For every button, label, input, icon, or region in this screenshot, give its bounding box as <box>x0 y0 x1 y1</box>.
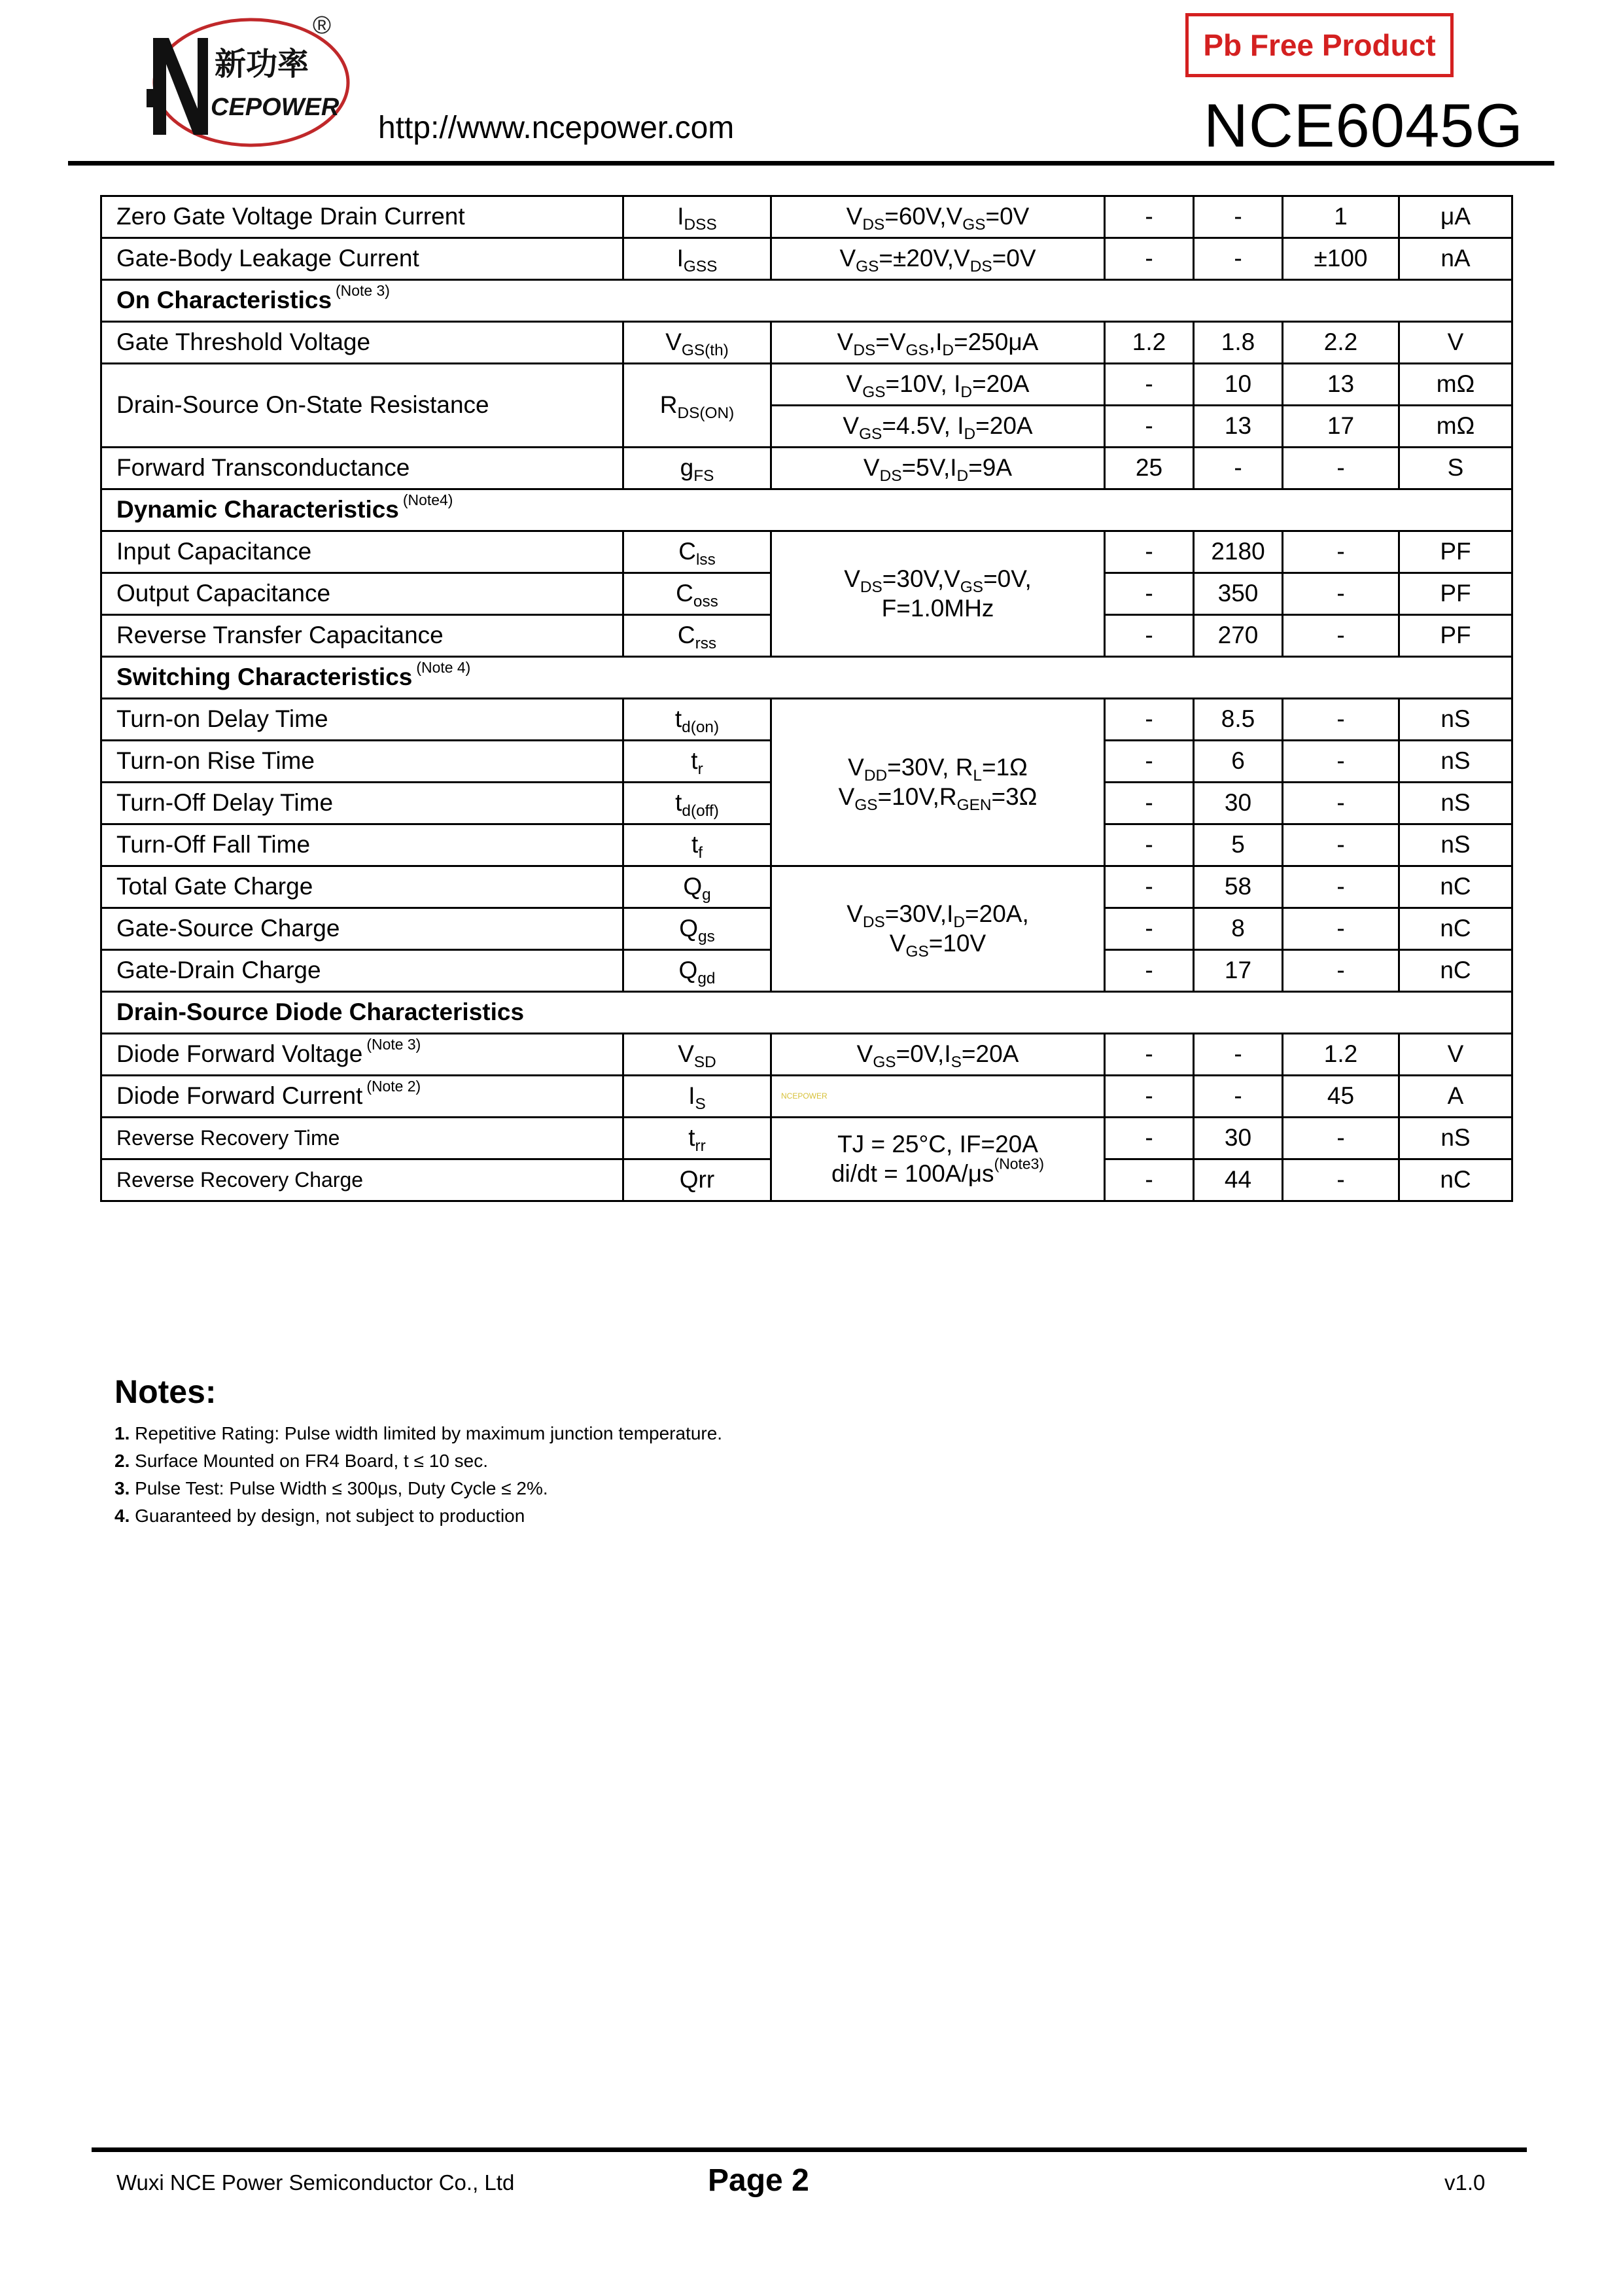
parameter-cell: Gate-Body Leakage Current <box>101 238 623 280</box>
symbol-cell: $C_{lss}$ <box>623 531 771 573</box>
max-cell: - <box>1283 531 1399 573</box>
min-cell: - <box>1105 364 1194 406</box>
parameter-cell: Turn-on Rise Time <box>101 741 623 783</box>
max-cell: - <box>1283 1159 1399 1201</box>
max-cell: 1 <box>1283 196 1399 238</box>
unit-cell: A <box>1399 1076 1512 1118</box>
max-cell: - <box>1283 1118 1399 1159</box>
table-row <box>101 699 1512 741</box>
parameter-cell: Diode Forward Current $^{(Note 2)}$ <box>101 1076 623 1118</box>
table-row <box>101 364 1512 406</box>
parameter-cell: Turn-Off Fall Time <box>101 824 623 866</box>
unit-cell: nC <box>1399 866 1512 908</box>
table-row <box>101 238 1512 280</box>
typ-cell: 44 <box>1194 1159 1283 1201</box>
typ-cell: 17 <box>1194 950 1283 992</box>
table-row <box>101 531 1512 573</box>
typ-cell: 6 <box>1194 741 1283 783</box>
unit-cell: nS <box>1399 824 1512 866</box>
registered-mark: ® <box>313 12 331 39</box>
max-cell: - <box>1283 950 1399 992</box>
parameter-cell: Input Capacitance <box>101 531 623 573</box>
condition-cell: $V_{DS}=30V,I_D=20A$, $V_{GS}=10V$ <box>771 866 1105 992</box>
symbol-cell: $t_r$ <box>623 741 771 783</box>
section-header-row <box>101 657 1512 699</box>
unit-cell: S <box>1399 448 1512 489</box>
section-label: On Characteristics $^{(Note 3)}$ <box>101 280 1512 322</box>
min-cell: - <box>1105 1159 1194 1201</box>
unit-cell: nC <box>1399 950 1512 992</box>
notes-title: Notes: <box>114 1373 217 1410</box>
symbol-cell: $t_{rr}$ <box>623 1118 771 1159</box>
section-label: Switching Characteristics $^{(Note 4)}$ <box>101 657 1512 699</box>
parameter-cell: Reverse Recovery Time <box>101 1118 623 1159</box>
typ-cell: 58 <box>1194 866 1283 908</box>
parameter-cell: Drain-Source On-State Resistance <box>101 364 623 448</box>
condition-cell: $V_{DS}=V_{GS},I_D=250\mu A$ <box>771 322 1105 364</box>
logo-wordmark: CEPOWER <box>211 94 340 121</box>
electrical-characteristics-table <box>100 195 1513 1202</box>
max-cell: 13 <box>1283 364 1399 406</box>
parameter-cell: Output Capacitance <box>101 573 623 615</box>
typ-cell: - <box>1194 238 1283 280</box>
table-row <box>101 1076 1512 1118</box>
max-cell: 1.2 <box>1283 1034 1399 1076</box>
note-item: 1. Repetitive Rating: Pulse width limited by maximum junction temperature. <box>114 1423 723 1443</box>
max-cell: - <box>1283 908 1399 950</box>
unit-cell: PF <box>1399 615 1512 657</box>
condition-cell: $V_{GS}=10V$, $I_D=20A$ <box>771 364 1105 406</box>
unit-cell: PF <box>1399 531 1512 573</box>
unit-cell: nC <box>1399 908 1512 950</box>
unit-cell: V <box>1399 322 1512 364</box>
max-cell: - <box>1283 866 1399 908</box>
max-cell: - <box>1283 824 1399 866</box>
table-row <box>101 196 1512 238</box>
min-cell: 25 <box>1105 448 1194 489</box>
typ-cell: 10 <box>1194 364 1283 406</box>
typ-cell: 270 <box>1194 615 1283 657</box>
condition-cell: TJ = 25°C, IF=20A $di/dt = 100A/\mu s^{(Note3)}$ <box>771 1118 1105 1201</box>
notes-section <box>114 1373 722 1530</box>
min-cell: - <box>1105 741 1194 783</box>
min-cell: - <box>1105 908 1194 950</box>
condition-cell: $V_{DS}=5V,I_D=9A$ <box>771 448 1105 489</box>
website-url[interactable]: http://www.ncepower.com <box>378 111 735 145</box>
typ-cell: 1.8 <box>1194 322 1283 364</box>
symbol-cell: $Q_{gd}$ <box>623 950 771 992</box>
condition-cell: NCEPOWER <box>771 1076 1105 1118</box>
page-indicator: Page 2 <box>708 2163 809 2198</box>
note-item: 4. Guaranteed by design, not subject to production <box>114 1506 525 1526</box>
parameter-cell: Zero Gate Voltage Drain Current <box>101 196 623 238</box>
typ-cell: 13 <box>1194 406 1283 448</box>
parameter-cell: Reverse Transfer Capacitance <box>101 615 623 657</box>
unit-cell: nA <box>1399 238 1512 280</box>
table-row <box>101 448 1512 489</box>
max-cell: ±100 <box>1283 238 1399 280</box>
footer-rule <box>92 2147 1527 2152</box>
table-row <box>101 866 1512 908</box>
section-header-row <box>101 489 1512 531</box>
min-cell: - <box>1105 783 1194 824</box>
pb-free-badge: Pb Free Product <box>1185 13 1454 77</box>
min-cell: - <box>1105 406 1194 448</box>
parameter-cell: Turn-on Delay Time <box>101 699 623 741</box>
unit-cell: mΩ <box>1399 406 1512 448</box>
symbol-cell: $R_{DS(ON)}$ <box>623 364 771 448</box>
logo-chinese-text: 新功率 <box>215 46 309 82</box>
max-cell: 45 <box>1283 1076 1399 1118</box>
min-cell: - <box>1105 1118 1194 1159</box>
min-cell: - <box>1105 531 1194 573</box>
symbol-cell: $Q_{gs}$ <box>623 908 771 950</box>
parameter-cell: Reverse Recovery Charge <box>101 1159 623 1201</box>
document-version: v1.0 <box>1444 2170 1486 2195</box>
condition-cell: $V_{GS}=0V,I_S=20A$ <box>771 1034 1105 1076</box>
table-row <box>101 1118 1512 1159</box>
section-label: Drain-Source Diode Characteristics <box>101 992 1512 1034</box>
parameter-cell: Gate Threshold Voltage <box>101 322 623 364</box>
parameter-cell: Total Gate Charge <box>101 866 623 908</box>
header-rule <box>68 161 1554 166</box>
min-cell: 1.2 <box>1105 322 1194 364</box>
min-cell: - <box>1105 950 1194 992</box>
note-item: 3. Pulse Test: Pulse Width ≤ 300μs, Duty Cycle ≤ 2%. <box>114 1478 548 1498</box>
parameter-cell: Diode Forward Voltage $^{(Note 3)}$ <box>101 1034 623 1076</box>
typ-cell: - <box>1194 1034 1283 1076</box>
unit-cell: mΩ <box>1399 364 1512 406</box>
min-cell: - <box>1105 196 1194 238</box>
section-header-row <box>101 992 1512 1034</box>
note-item: 2. Surface Mounted on FR4 Board, t ≤ 10 sec. <box>114 1451 489 1471</box>
symbol-cell: $C_{oss}$ <box>623 573 771 615</box>
logo-n-mark <box>153 38 208 135</box>
max-cell: 2.2 <box>1283 322 1399 364</box>
condition-cell: $V_{DD}=30V$, $R_L=1\Omega$ $V_{GS}=10V,R_{GEN}=3\Omega$ <box>771 699 1105 866</box>
min-cell: - <box>1105 238 1194 280</box>
min-cell: - <box>1105 866 1194 908</box>
min-cell: - <box>1105 1034 1194 1076</box>
symbol-cell: $V_{SD}$ <box>623 1034 771 1076</box>
max-cell: - <box>1283 699 1399 741</box>
min-cell: - <box>1105 615 1194 657</box>
unit-cell: PF <box>1399 573 1512 615</box>
symbol-cell: $V_{GS(th)}$ <box>623 322 771 364</box>
symbol-cell: $Q_g$ <box>623 866 771 908</box>
max-cell: - <box>1283 448 1399 489</box>
section-header-row <box>101 280 1512 322</box>
parameter-cell: Gate-Drain Charge <box>101 950 623 992</box>
typ-cell: - <box>1194 1076 1283 1118</box>
unit-cell: nS <box>1399 1118 1512 1159</box>
part-number: NCE6045G <box>1204 91 1524 160</box>
unit-cell: nC <box>1399 1159 1512 1201</box>
min-cell: - <box>1105 1076 1194 1118</box>
min-cell: - <box>1105 699 1194 741</box>
symbol-cell: $t_{d(on)}$ <box>623 699 771 741</box>
max-cell: - <box>1283 573 1399 615</box>
min-cell: - <box>1105 824 1194 866</box>
condition-cell: $V_{DS}=30V,V_{GS}=0V$, F=1.0MHz <box>771 531 1105 657</box>
unit-cell: μA <box>1399 196 1512 238</box>
symbol-cell: Qrr <box>623 1159 771 1201</box>
unit-cell: nS <box>1399 783 1512 824</box>
min-cell: - <box>1105 573 1194 615</box>
typ-cell: 350 <box>1194 573 1283 615</box>
condition-cell: $V_{GS}=4.5V$, $I_D=20A$ <box>771 406 1105 448</box>
typ-cell: 2180 <box>1194 531 1283 573</box>
symbol-cell: $C_{rss}$ <box>623 615 771 657</box>
condition-cell: $V_{GS}=\pm 20V,V_{DS}=0V$ <box>771 238 1105 280</box>
symbol-cell: $I_{DSS}$ <box>623 196 771 238</box>
typ-cell: 8 <box>1194 908 1283 950</box>
table-row <box>101 1034 1512 1076</box>
max-cell: - <box>1283 741 1399 783</box>
condition-cell: $V_{DS}=60V,V_{GS}=0V$ <box>771 196 1105 238</box>
parameter-cell: Gate-Source Charge <box>101 908 623 950</box>
typ-cell: - <box>1194 196 1283 238</box>
symbol-cell: $I_{GSS}$ <box>623 238 771 280</box>
typ-cell: 30 <box>1194 783 1283 824</box>
typ-cell: 5 <box>1194 824 1283 866</box>
parameter-cell: Forward Transconductance <box>101 448 623 489</box>
max-cell: - <box>1283 615 1399 657</box>
section-label: Dynamic Characteristics $^{(Note4)}$ <box>101 489 1512 531</box>
unit-cell: nS <box>1399 741 1512 783</box>
symbol-cell: $t_{d(off)}$ <box>623 783 771 824</box>
parameter-cell: Turn-Off Delay Time <box>101 783 623 824</box>
unit-cell: nS <box>1399 699 1512 741</box>
typ-cell: 30 <box>1194 1118 1283 1159</box>
table-row <box>101 322 1512 364</box>
symbol-cell: $g_{FS}$ <box>623 448 771 489</box>
max-cell: 17 <box>1283 406 1399 448</box>
symbol-cell: $t_f$ <box>623 824 771 866</box>
max-cell: - <box>1283 783 1399 824</box>
unit-cell: V <box>1399 1034 1512 1076</box>
typ-cell: - <box>1194 448 1283 489</box>
typ-cell: 8.5 <box>1194 699 1283 741</box>
symbol-cell: $I_S$ <box>623 1076 771 1118</box>
company-name: Wuxi NCE Power Semiconductor Co., Ltd <box>116 2170 515 2195</box>
